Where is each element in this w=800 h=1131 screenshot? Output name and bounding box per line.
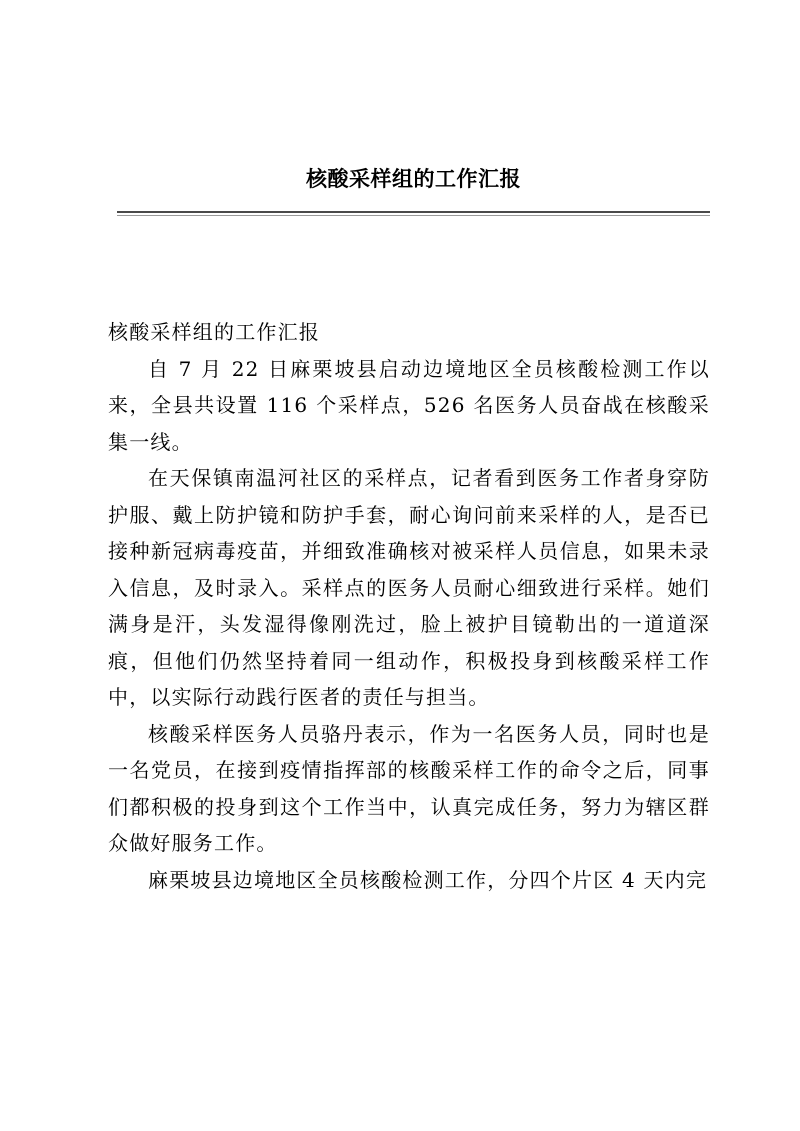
paragraph-2: 在天保镇南温河社区的采样点，记者看到医务工作者身穿防护服、戴上防护镜和防护手套，耐心询问前来采样的人，是否已接种新冠病毒疫苗，并细致准确核对被采样人员信息，如果未录入信息，及时录入。采样点的医务人员耐心细致进行采样。她们满身是汗，头发湿得像刚洗过，脸上被护目镜勒出的一道道深痕，但他们仍然坚持着同一组动作，积极投身到核酸采样工作中，以实际行动践行医者的责任与担当。 — [108, 466, 710, 709]
title-divider-thin — [117, 215, 710, 216]
paragraph-3: 核酸采样医务人员骆丹表示，作为一名医务人员，同时也是一名党员，在接到疫情指挥部的核酸采样工作的命令之后，同事们都积极的投身到这个工作当中，认真完成任务，努力为辖区群众做好服务工作。 — [108, 721, 710, 855]
document-subtitle: 核酸采样组的工作汇报 — [108, 320, 320, 344]
paragraph-4: 麻栗坡县边境地区全员核酸检测工作，分四个片区 4 天内完 — [148, 867, 708, 892]
page-title: 核酸采样组的工作汇报 — [306, 166, 521, 191]
paragraph-1: 自 7 月 22 日麻栗坡县启动边境地区全员核酸检测工作以来，全县共设置 116 个采样点，526 名医务人员奋战在核酸采集一线。 — [108, 356, 710, 454]
title-divider — [117, 211, 710, 213]
document-body — [108, 314, 710, 898]
